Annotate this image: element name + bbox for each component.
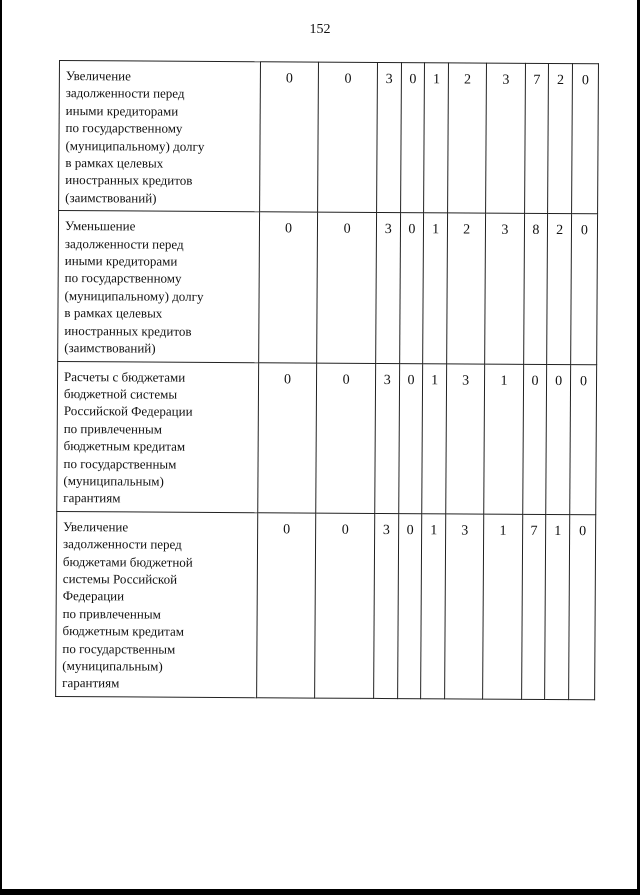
code-digit: 3 (445, 514, 484, 699)
code-digit: 0 (400, 63, 425, 213)
table-row (58, 211, 598, 365)
row-label: Расчеты с бюджетами бюджетной системы Российской Федерации по привлеченным бюджетным кредитам по государственным (муниципальным) гарантиям (57, 361, 259, 512)
code-digit: 0 (569, 514, 596, 699)
code-digit: 7 (521, 514, 546, 699)
code-digit: 0 (572, 64, 599, 214)
code-digit: 3 (376, 213, 401, 363)
code-digit: 0 (571, 214, 598, 364)
code-digit: 1 (423, 213, 448, 363)
code-digit: 3 (486, 63, 525, 213)
code-digit: 3 (377, 62, 402, 212)
code-digit: 1 (484, 364, 523, 514)
code-digit: 0 (259, 62, 319, 213)
code-digit: 7 (524, 63, 549, 213)
table-row (57, 361, 597, 515)
row-label: Увеличение задолженности перед бюджетами бюджетной системы Российской Федерации по привлеченным бюджетным кредитам по государственным (муниципальным) гарантиям (56, 511, 258, 697)
code-digit: 1 (421, 513, 446, 698)
code-digit: 0 (317, 212, 377, 363)
code-digit: 2 (447, 213, 486, 363)
code-digit: 0 (570, 364, 597, 514)
code-digit: 0 (257, 362, 317, 513)
code-digit: 0 (546, 364, 571, 514)
code-digit: 0 (318, 62, 378, 213)
code-digit: 1 (422, 363, 447, 513)
code-digit: 0 (399, 213, 424, 363)
code-digit: 0 (315, 513, 375, 698)
table-row (59, 61, 599, 215)
row-label: Увеличение задолженности перед иными кредиторами по государственному (муниципальному) долгу в рамках целевых иностранных кредитов (заимствований) (59, 61, 261, 212)
code-digit: 0 (397, 513, 422, 698)
code-digit: 0 (522, 364, 547, 514)
code-digit: 0 (258, 212, 318, 363)
code-digit: 1 (424, 63, 449, 213)
code-digit: 3 (485, 213, 524, 363)
code-digit: 2 (448, 63, 487, 213)
code-digit: 0 (316, 363, 376, 514)
code-digit: 1 (545, 514, 570, 699)
page-number: 152 (309, 22, 331, 37)
code-digit: 2 (547, 214, 572, 364)
budget-classification-table (55, 60, 599, 700)
code-digit: 8 (523, 214, 548, 364)
code-digit: 3 (446, 363, 485, 513)
code-digit: 1 (483, 514, 522, 699)
code-digit: 0 (256, 512, 316, 697)
code-digit: 0 (398, 363, 423, 513)
row-label: Уменьшение задолженности перед иными кредиторами по государственному (муниципальному) долгу в рамках целевых иностранных кредитов (заимствований) (58, 211, 260, 362)
code-digit: 3 (374, 513, 399, 698)
code-digit: 2 (548, 63, 573, 213)
table-row (56, 511, 596, 699)
code-digit: 3 (375, 363, 400, 513)
